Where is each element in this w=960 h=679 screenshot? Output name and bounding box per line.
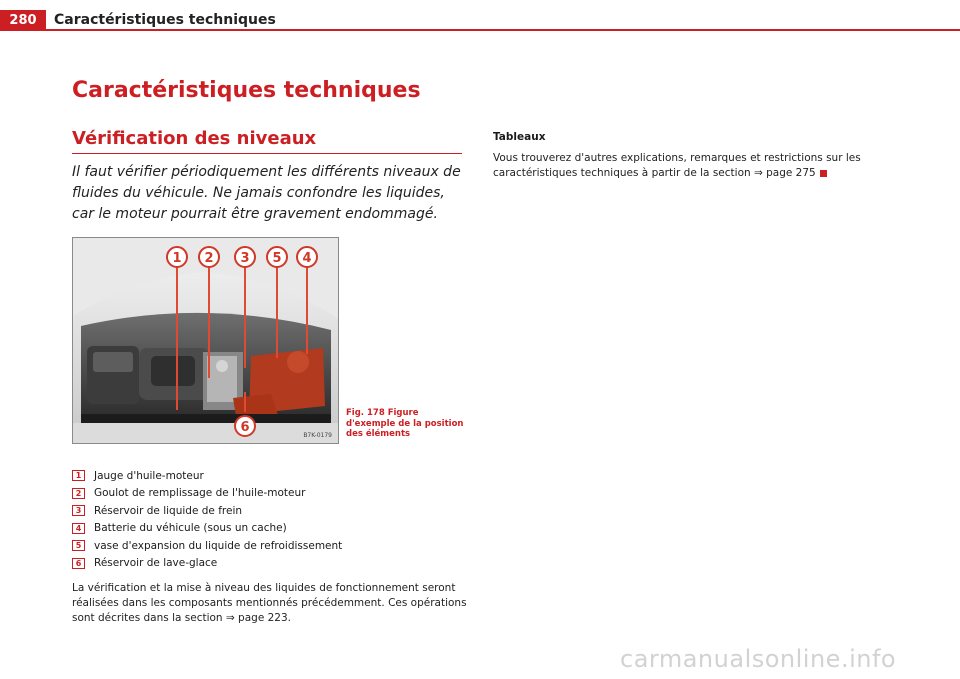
running-header: Caractéristiques techniques	[54, 12, 276, 28]
callout-3-marker	[235, 247, 255, 267]
legend-label: Batterie du véhicule (sous un cache)	[94, 522, 287, 535]
tableaux-text	[493, 151, 893, 181]
legend-number-badge: 4	[72, 523, 85, 534]
page-title: Caractéristiques techniques	[72, 78, 421, 103]
section-divider	[72, 153, 462, 154]
legend-label: Réservoir de lave-glace	[94, 557, 218, 570]
callout-3-label: 3	[240, 251, 250, 266]
legend-number-badge: 1	[72, 470, 85, 481]
figure-caption: Fig. 178 Figure d'exemple de la position des éléments	[346, 408, 464, 439]
tableaux-heading: Tableaux	[493, 131, 546, 143]
legend-label: vase d'expansion du liquide de refroidissement	[94, 539, 343, 552]
legend-item	[72, 555, 467, 573]
callout-1-label: 1	[172, 251, 182, 266]
callout-5-marker	[267, 247, 287, 267]
section-title: Vérification des niveaux	[72, 128, 317, 149]
header-divider	[0, 29, 960, 31]
legend-item	[72, 467, 467, 485]
callout-2-marker	[199, 247, 219, 267]
page-number: 280	[0, 10, 46, 30]
legend-list	[72, 467, 467, 572]
legend-label: Goulot de remplissage de l'huile-moteur	[94, 487, 306, 500]
legend-item	[72, 520, 467, 538]
legend-number-badge: 6	[72, 558, 85, 569]
right-column	[493, 131, 893, 181]
figure-code: B7K-0179	[303, 432, 332, 439]
callout-4-label: 4	[302, 251, 312, 266]
engine-bay-illustration	[73, 238, 338, 443]
legend-label: Réservoir de liquide de frein	[94, 504, 243, 517]
tableaux-text-content: Vous trouverez d'autres explications, remarques et restrictions sur les caractéristiques techniques à partir de la section ⇒ page 275	[493, 152, 861, 179]
legend-item	[72, 502, 467, 520]
legend-label: Jauge d'huile-moteur	[94, 469, 204, 482]
engine-bay-figure	[72, 237, 339, 444]
callout-5-label: 5	[272, 251, 282, 266]
callout-4-marker	[297, 247, 317, 267]
legend-number-badge: 5	[72, 540, 85, 551]
legend-number-badge: 2	[72, 488, 85, 499]
legend-item	[72, 537, 467, 555]
legend-item	[72, 485, 467, 503]
section-intro: Il faut vérifier périodiquement les différents niveaux de fluides du véhicule. Ne jamais confondre les liquides, car le moteur pourrait être gravement endommagé.	[72, 164, 461, 222]
site-watermark: carmanualsonline.info	[620, 645, 897, 673]
callout-2-label: 2	[204, 251, 214, 266]
callout-1-marker	[167, 247, 187, 267]
end-of-section-marker-icon	[820, 170, 827, 177]
body-paragraph: La vérification et la mise à niveau des liquides de fonctionnement seront réalisées dans les composants mentionnés précédemment. Ces opérations sont décrites dans la section ⇒ page 223.	[72, 582, 467, 624]
callout-6-marker	[235, 416, 255, 436]
legend-number-badge: 3	[72, 505, 85, 516]
callout-6-label: 6	[240, 420, 250, 435]
